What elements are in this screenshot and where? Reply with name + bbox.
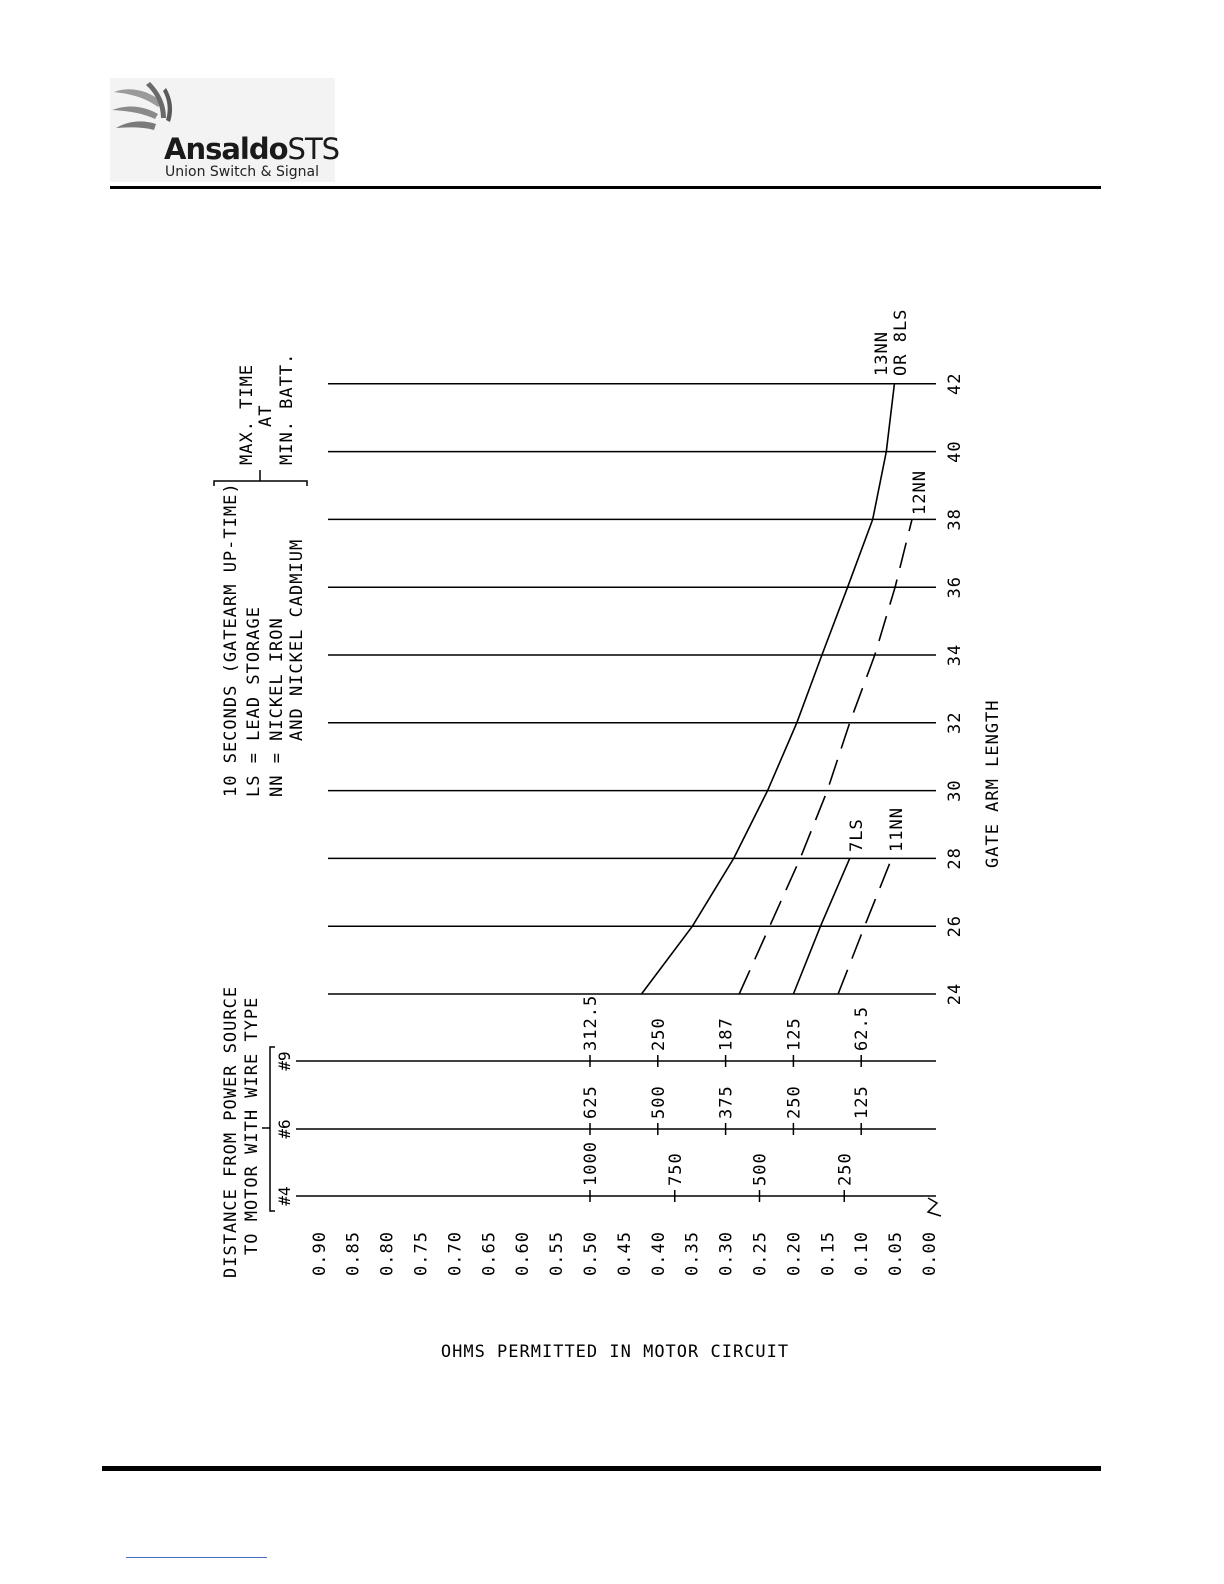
series-label: OR 8LS	[891, 308, 911, 376]
wire-distance-label: 750	[665, 1152, 686, 1186]
wire-distance-label: 250	[648, 1017, 669, 1051]
wire-distance-label: 187	[716, 1017, 737, 1051]
x-tick-label: 32	[945, 711, 965, 735]
notes-line-3: NN = NICKEL IRON	[267, 617, 287, 797]
wire-type-label: #6	[275, 1119, 294, 1139]
chart-series	[642, 384, 913, 994]
wire-distance-label: 125	[784, 1017, 805, 1051]
y-tick-label: 0.50	[581, 1231, 601, 1276]
wire-distance-label: 1000	[581, 1141, 601, 1186]
wire-type-label: #9	[275, 1051, 294, 1071]
wire-type-label: #4	[275, 1186, 294, 1206]
footer-link-underline[interactable]	[126, 1557, 267, 1558]
x-tick-label: 28	[945, 847, 965, 870]
series-line-12nn	[739, 519, 912, 994]
y-tick-label: 0.05	[886, 1231, 907, 1276]
y-tick-label: 0.45	[614, 1231, 635, 1276]
y-tick-label: 0.75	[411, 1231, 432, 1276]
wire-distance-label: 62.5	[852, 1006, 873, 1051]
notes-line-4: AND NICKEL CADMIUM	[287, 538, 307, 741]
wire-distance-label: 250	[835, 1152, 856, 1186]
y-tick-label: 0.30	[716, 1231, 737, 1276]
wire-distance-label: 312.5	[581, 994, 601, 1051]
y-tick-label: 0.85	[343, 1231, 364, 1276]
wire-distance-label: 125	[852, 1085, 873, 1119]
y-axis-title: OHMS PERMITTED IN MOTOR CIRCUIT	[440, 1342, 790, 1362]
notes-line-1: 10 SECONDS (GATEARM UP-TIME)	[221, 482, 241, 797]
y-tick-label: 0.70	[445, 1231, 466, 1276]
wire-distance-label: 500	[750, 1152, 771, 1186]
y-tick-label: 0.20	[784, 1231, 805, 1276]
x-axis-title: GATE ARM LENGTH	[983, 699, 1003, 868]
wire-distance-label: 625	[581, 1085, 601, 1119]
footer-divider	[102, 1466, 1101, 1471]
wire-distance-label: 250	[784, 1085, 805, 1119]
x-tick-label: 34	[945, 643, 965, 667]
distance-title-line-1: DISTANCE FROM POWER SOURCE	[221, 985, 241, 1278]
y-tick-label: 0.25	[750, 1231, 771, 1276]
series-label: 7LS	[847, 818, 867, 852]
y-tick-label: 0.40	[648, 1231, 669, 1276]
wire-type-bracket	[262, 1047, 275, 1211]
logo-brand-bold: Ansaldo	[164, 132, 288, 166]
wire-distance-label: 500	[648, 1085, 669, 1119]
y-tick-label: 0.55	[547, 1231, 568, 1276]
y-tick-label: 0.00	[920, 1231, 940, 1276]
wire-distance-label: 375	[716, 1085, 737, 1119]
notes-line-2: LS = LEAD STORAGE	[244, 606, 264, 797]
y-tick-label: 0.15	[818, 1231, 839, 1276]
y-tick-label: 0.65	[479, 1231, 500, 1276]
x-tick-label: 36	[945, 575, 965, 599]
y-tick-label: 0.90	[309, 1231, 330, 1276]
x-tick-label: 40	[945, 440, 965, 463]
x-tick-label: 24	[945, 982, 965, 1006]
y-tick-label: 0.10	[852, 1231, 873, 1276]
logo-brand-rest: STS	[287, 132, 340, 166]
axis-break-symbol	[928, 1198, 941, 1216]
series-label: 12NN	[910, 470, 930, 515]
series-label: 11NN	[887, 807, 907, 852]
chart-grid	[328, 384, 936, 994]
x-tick-label: 26	[945, 914, 965, 938]
x-tick-label: 30	[945, 779, 965, 802]
logo-tagline: Union Switch & Signal	[165, 164, 320, 180]
y-tick-label: 0.60	[513, 1231, 534, 1276]
notes-bracket-line-2: AT	[256, 404, 276, 427]
x-tick-label: 38	[945, 508, 965, 531]
y-tick-label: 0.35	[682, 1231, 703, 1276]
y-tick-label: 0.80	[377, 1231, 398, 1276]
series-line-13nn-or-8ls	[642, 384, 895, 994]
notes-bracket-line-3: MIN. BATT.	[277, 352, 297, 465]
series-label: 13NN	[872, 331, 892, 376]
distance-title-line-2: TO MOTOR WITH WIRE TYPE	[242, 996, 262, 1255]
x-tick-label: 42	[945, 372, 965, 396]
notes-bracket-line-1: MAX. TIME	[237, 363, 257, 465]
